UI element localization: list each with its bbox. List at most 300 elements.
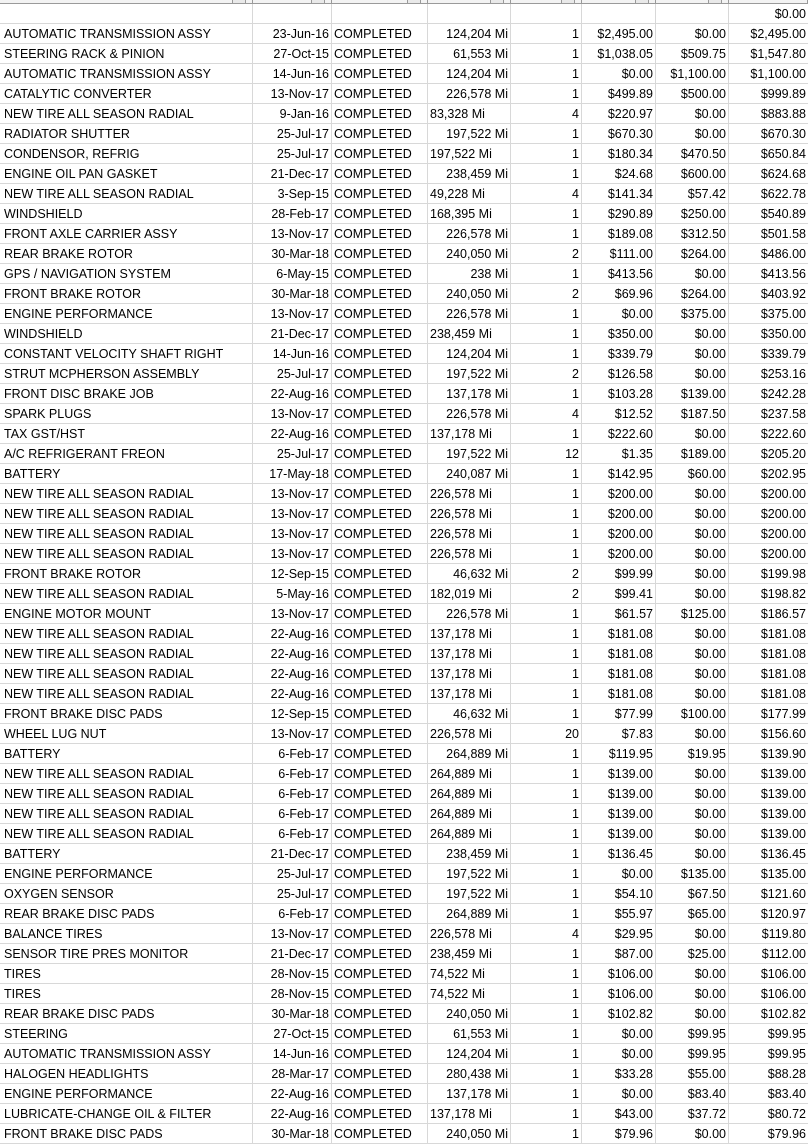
item-cell[interactable]: FRONT BRAKE ROTOR xyxy=(0,564,253,584)
status-cell[interactable]: COMPLETED xyxy=(332,224,428,244)
quantity-cell[interactable]: 1 xyxy=(511,164,582,184)
line-total-cell[interactable]: $135.00 xyxy=(729,864,808,884)
quantity-cell[interactable]: 1 xyxy=(511,484,582,504)
item-cell[interactable]: NEW TIRE ALL SEASON RADIAL xyxy=(0,764,253,784)
status-cell[interactable]: COMPLETED xyxy=(332,864,428,884)
parts-cost-cell[interactable]: $106.00 xyxy=(582,984,656,1004)
item-cell[interactable]: NEW TIRE ALL SEASON RADIAL xyxy=(0,104,253,124)
parts-cost-cell[interactable]: $55.97 xyxy=(582,904,656,924)
quantity-cell[interactable]: 1 xyxy=(511,344,582,364)
status-cell[interactable]: COMPLETED xyxy=(332,544,428,564)
line-total-cell[interactable]: $883.88 xyxy=(729,104,808,124)
item-cell[interactable]: CATALYTIC CONVERTER xyxy=(0,84,253,104)
date-cell[interactable]: 13-Nov-17 xyxy=(253,84,332,104)
date-cell[interactable]: 25-Jul-17 xyxy=(253,124,332,144)
cell[interactable] xyxy=(0,4,253,24)
quantity-cell[interactable]: 1 xyxy=(511,944,582,964)
quantity-cell[interactable]: 1 xyxy=(511,1124,582,1144)
mileage-cell[interactable]: 226,578 Mi xyxy=(428,524,511,544)
status-cell[interactable]: COMPLETED xyxy=(332,264,428,284)
item-cell[interactable]: FRONT BRAKE DISC PADS xyxy=(0,704,253,724)
parts-cost-cell[interactable]: $69.96 xyxy=(582,284,656,304)
labor-cost-cell[interactable]: $375.00 xyxy=(656,304,729,324)
parts-cost-cell[interactable]: $290.89 xyxy=(582,204,656,224)
date-cell[interactable]: 23-Jun-16 xyxy=(253,24,332,44)
date-cell[interactable]: 28-Mar-17 xyxy=(253,1064,332,1084)
labor-cost-cell[interactable]: $83.40 xyxy=(656,1084,729,1104)
status-cell[interactable]: COMPLETED xyxy=(332,964,428,984)
item-cell[interactable]: OXYGEN SENSOR xyxy=(0,884,253,904)
date-cell[interactable]: 21-Dec-17 xyxy=(253,844,332,864)
quantity-cell[interactable]: 4 xyxy=(511,404,582,424)
labor-cost-cell[interactable]: $99.95 xyxy=(656,1044,729,1064)
quantity-cell[interactable]: 1 xyxy=(511,664,582,684)
line-total-cell[interactable]: $253.16 xyxy=(729,364,808,384)
item-cell[interactable]: CONSTANT VELOCITY SHAFT RIGHT xyxy=(0,344,253,364)
mileage-cell[interactable]: 264,889 Mi xyxy=(428,764,511,784)
item-cell[interactable]: WINDSHIELD xyxy=(0,324,253,344)
status-cell[interactable]: COMPLETED xyxy=(332,1104,428,1124)
parts-cost-cell[interactable]: $180.34 xyxy=(582,144,656,164)
date-cell[interactable]: 27-Oct-15 xyxy=(253,44,332,64)
parts-cost-cell[interactable]: $102.82 xyxy=(582,1004,656,1024)
quantity-cell[interactable]: 1 xyxy=(511,64,582,84)
item-cell[interactable]: TIRES xyxy=(0,984,253,1004)
line-total-cell[interactable]: $999.89 xyxy=(729,84,808,104)
line-total-cell[interactable]: $99.95 xyxy=(729,1044,808,1064)
item-cell[interactable]: WHEEL LUG NUT xyxy=(0,724,253,744)
line-total-cell[interactable]: $1,547.80 xyxy=(729,44,808,64)
parts-cost-cell[interactable]: $222.60 xyxy=(582,424,656,444)
mileage-cell[interactable]: 137,178 Mi xyxy=(428,684,511,704)
parts-cost-cell[interactable]: $0.00 xyxy=(582,1084,656,1104)
quantity-cell[interactable]: 1 xyxy=(511,804,582,824)
parts-cost-cell[interactable]: $200.00 xyxy=(582,484,656,504)
line-total-cell[interactable]: $79.96 xyxy=(729,1124,808,1144)
date-cell[interactable]: 14-Jun-16 xyxy=(253,344,332,364)
status-cell[interactable]: COMPLETED xyxy=(332,84,428,104)
item-cell[interactable]: REAR BRAKE ROTOR xyxy=(0,244,253,264)
status-cell[interactable]: COMPLETED xyxy=(332,64,428,84)
labor-cost-cell[interactable]: $0.00 xyxy=(656,644,729,664)
date-cell[interactable]: 6-Feb-17 xyxy=(253,904,332,924)
date-cell[interactable]: 6-Feb-17 xyxy=(253,764,332,784)
item-cell[interactable]: HALOGEN HEADLIGHTS xyxy=(0,1064,253,1084)
quantity-cell[interactable]: 4 xyxy=(511,924,582,944)
line-total-cell[interactable]: $88.28 xyxy=(729,1064,808,1084)
status-cell[interactable]: COMPLETED xyxy=(332,744,428,764)
line-total-cell[interactable]: $200.00 xyxy=(729,484,808,504)
date-cell[interactable]: 17-May-18 xyxy=(253,464,332,484)
item-cell[interactable]: STEERING xyxy=(0,1024,253,1044)
mileage-cell[interactable]: 264,889 Mi xyxy=(428,824,511,844)
cell[interactable] xyxy=(253,4,332,24)
line-total-cell[interactable]: $1,100.00 xyxy=(729,64,808,84)
status-cell[interactable]: COMPLETED xyxy=(332,164,428,184)
parts-cost-cell[interactable]: $33.28 xyxy=(582,1064,656,1084)
mileage-cell[interactable]: 226,578 Mi xyxy=(428,504,511,524)
labor-cost-cell[interactable]: $189.00 xyxy=(656,444,729,464)
line-total-cell[interactable]: $237.58 xyxy=(729,404,808,424)
labor-cost-cell[interactable]: $0.00 xyxy=(656,364,729,384)
parts-cost-cell[interactable]: $0.00 xyxy=(582,304,656,324)
line-total-cell[interactable]: $102.82 xyxy=(729,1004,808,1024)
quantity-cell[interactable]: 1 xyxy=(511,764,582,784)
date-cell[interactable]: 21-Dec-17 xyxy=(253,324,332,344)
parts-cost-cell[interactable]: $413.56 xyxy=(582,264,656,284)
item-cell[interactable]: AUTOMATIC TRANSMISSION ASSY xyxy=(0,64,253,84)
line-total-cell[interactable]: $177.99 xyxy=(729,704,808,724)
quantity-cell[interactable]: 2 xyxy=(511,364,582,384)
line-total-cell[interactable]: $622.78 xyxy=(729,184,808,204)
date-cell[interactable]: 6-Feb-17 xyxy=(253,784,332,804)
quantity-cell[interactable]: 1 xyxy=(511,264,582,284)
parts-cost-cell[interactable]: $103.28 xyxy=(582,384,656,404)
status-cell[interactable]: COMPLETED xyxy=(332,824,428,844)
labor-cost-cell[interactable]: $135.00 xyxy=(656,864,729,884)
quantity-cell[interactable]: 1 xyxy=(511,324,582,344)
mileage-cell[interactable]: 238,459 Mi xyxy=(428,944,511,964)
labor-cost-cell[interactable]: $0.00 xyxy=(656,544,729,564)
date-cell[interactable]: 28-Nov-15 xyxy=(253,984,332,1004)
labor-cost-cell[interactable]: $139.00 xyxy=(656,384,729,404)
date-cell[interactable]: 25-Jul-17 xyxy=(253,884,332,904)
mileage-cell[interactable]: 197,522 Mi xyxy=(428,124,511,144)
date-cell[interactable]: 22-Aug-16 xyxy=(253,664,332,684)
parts-cost-cell[interactable]: $200.00 xyxy=(582,544,656,564)
labor-cost-cell[interactable]: $0.00 xyxy=(656,784,729,804)
line-total-cell[interactable]: $139.00 xyxy=(729,764,808,784)
item-cell[interactable]: AUTOMATIC TRANSMISSION ASSY xyxy=(0,1044,253,1064)
quantity-cell[interactable]: 1 xyxy=(511,824,582,844)
line-total-cell[interactable]: $156.60 xyxy=(729,724,808,744)
item-cell[interactable]: FRONT BRAKE ROTOR xyxy=(0,284,253,304)
labor-cost-cell[interactable]: $100.00 xyxy=(656,704,729,724)
mileage-cell[interactable]: 226,578 Mi xyxy=(428,304,511,324)
mileage-cell[interactable]: 61,553 Mi xyxy=(428,44,511,64)
parts-cost-cell[interactable]: $126.58 xyxy=(582,364,656,384)
date-cell[interactable]: 13-Nov-17 xyxy=(253,504,332,524)
cell[interactable] xyxy=(511,4,582,24)
line-total-cell[interactable]: $99.95 xyxy=(729,1024,808,1044)
line-total-cell[interactable]: $650.84 xyxy=(729,144,808,164)
date-cell[interactable]: 25-Jul-17 xyxy=(253,444,332,464)
date-cell[interactable]: 25-Jul-17 xyxy=(253,144,332,164)
item-cell[interactable]: NEW TIRE ALL SEASON RADIAL xyxy=(0,524,253,544)
status-cell[interactable]: COMPLETED xyxy=(332,464,428,484)
date-cell[interactable]: 13-Nov-17 xyxy=(253,544,332,564)
quantity-cell[interactable]: 1 xyxy=(511,144,582,164)
quantity-cell[interactable]: 1 xyxy=(511,204,582,224)
mileage-cell[interactable]: 226,578 Mi xyxy=(428,924,511,944)
cell[interactable] xyxy=(428,4,511,24)
mileage-cell[interactable]: 197,522 Mi xyxy=(428,864,511,884)
item-cell[interactable]: NEW TIRE ALL SEASON RADIAL xyxy=(0,184,253,204)
status-cell[interactable]: COMPLETED xyxy=(332,304,428,324)
parts-cost-cell[interactable]: $181.08 xyxy=(582,664,656,684)
status-cell[interactable]: COMPLETED xyxy=(332,204,428,224)
status-cell[interactable]: COMPLETED xyxy=(332,1064,428,1084)
line-total-cell[interactable]: $139.00 xyxy=(729,784,808,804)
quantity-cell[interactable]: 1 xyxy=(511,744,582,764)
date-cell[interactable]: 3-Sep-15 xyxy=(253,184,332,204)
parts-cost-cell[interactable]: $1.35 xyxy=(582,444,656,464)
item-cell[interactable]: NEW TIRE ALL SEASON RADIAL xyxy=(0,584,253,604)
date-cell[interactable]: 12-Sep-15 xyxy=(253,564,332,584)
item-cell[interactable]: ENGINE PERFORMANCE xyxy=(0,864,253,884)
date-cell[interactable]: 6-May-15 xyxy=(253,264,332,284)
labor-cost-cell[interactable]: $187.50 xyxy=(656,404,729,424)
item-cell[interactable]: SENSOR TIRE PRES MONITOR xyxy=(0,944,253,964)
date-cell[interactable]: 30-Mar-18 xyxy=(253,284,332,304)
mileage-cell[interactable]: 226,578 Mi xyxy=(428,604,511,624)
status-cell[interactable]: COMPLETED xyxy=(332,1044,428,1064)
line-total-cell[interactable]: $121.60 xyxy=(729,884,808,904)
parts-cost-cell[interactable]: $136.45 xyxy=(582,844,656,864)
labor-cost-cell[interactable]: $470.50 xyxy=(656,144,729,164)
status-cell[interactable]: COMPLETED xyxy=(332,844,428,864)
parts-cost-cell[interactable]: $181.08 xyxy=(582,644,656,664)
item-cell[interactable]: TAX GST/HST xyxy=(0,424,253,444)
parts-cost-cell[interactable]: $350.00 xyxy=(582,324,656,344)
quantity-cell[interactable]: 1 xyxy=(511,904,582,924)
labor-cost-cell[interactable]: $0.00 xyxy=(656,584,729,604)
parts-cost-cell[interactable]: $1,038.05 xyxy=(582,44,656,64)
mileage-cell[interactable]: 74,522 Mi xyxy=(428,984,511,1004)
item-cell[interactable]: FRONT BRAKE DISC PADS xyxy=(0,1124,253,1144)
date-cell[interactable]: 22-Aug-16 xyxy=(253,1104,332,1124)
labor-cost-cell[interactable]: $0.00 xyxy=(656,724,729,744)
line-total-cell[interactable]: $200.00 xyxy=(729,544,808,564)
status-cell[interactable]: COMPLETED xyxy=(332,604,428,624)
line-total-cell[interactable]: $413.56 xyxy=(729,264,808,284)
line-total-cell[interactable]: $2,495.00 xyxy=(729,24,808,44)
parts-cost-cell[interactable]: $119.95 xyxy=(582,744,656,764)
item-cell[interactable]: RADIATOR SHUTTER xyxy=(0,124,253,144)
mileage-cell[interactable]: 240,087 Mi xyxy=(428,464,511,484)
status-cell[interactable]: COMPLETED xyxy=(332,1084,428,1104)
status-cell[interactable]: COMPLETED xyxy=(332,904,428,924)
status-cell[interactable]: COMPLETED xyxy=(332,484,428,504)
quantity-cell[interactable]: 4 xyxy=(511,184,582,204)
date-cell[interactable]: 30-Mar-18 xyxy=(253,1124,332,1144)
date-cell[interactable]: 28-Nov-15 xyxy=(253,964,332,984)
mileage-cell[interactable]: 226,578 Mi xyxy=(428,404,511,424)
date-cell[interactable]: 22-Aug-16 xyxy=(253,644,332,664)
item-cell[interactable]: REAR BRAKE DISC PADS xyxy=(0,904,253,924)
date-cell[interactable]: 13-Nov-17 xyxy=(253,604,332,624)
line-total-cell[interactable]: $106.00 xyxy=(729,984,808,1004)
parts-cost-cell[interactable]: $139.00 xyxy=(582,764,656,784)
item-cell[interactable]: NEW TIRE ALL SEASON RADIAL xyxy=(0,804,253,824)
status-cell[interactable]: COMPLETED xyxy=(332,444,428,464)
date-cell[interactable]: 12-Sep-15 xyxy=(253,704,332,724)
date-cell[interactable]: 22-Aug-16 xyxy=(253,684,332,704)
cell[interactable] xyxy=(582,4,656,24)
item-cell[interactable]: NEW TIRE ALL SEASON RADIAL xyxy=(0,664,253,684)
mileage-cell[interactable]: 226,578 Mi xyxy=(428,224,511,244)
status-cell[interactable]: COMPLETED xyxy=(332,524,428,544)
date-cell[interactable]: 25-Jul-17 xyxy=(253,864,332,884)
item-cell[interactable]: A/C REFRIGERANT FREON xyxy=(0,444,253,464)
labor-cost-cell[interactable]: $0.00 xyxy=(656,924,729,944)
mileage-cell[interactable]: 197,522 Mi xyxy=(428,444,511,464)
parts-cost-cell[interactable]: $0.00 xyxy=(582,864,656,884)
status-cell[interactable]: COMPLETED xyxy=(332,704,428,724)
status-cell[interactable]: COMPLETED xyxy=(332,684,428,704)
labor-cost-cell[interactable]: $0.00 xyxy=(656,684,729,704)
parts-cost-cell[interactable]: $139.00 xyxy=(582,784,656,804)
parts-cost-cell[interactable]: $106.00 xyxy=(582,964,656,984)
parts-cost-cell[interactable]: $139.00 xyxy=(582,824,656,844)
mileage-cell[interactable]: 238 Mi xyxy=(428,264,511,284)
parts-cost-cell[interactable]: $77.99 xyxy=(582,704,656,724)
item-cell[interactable]: NEW TIRE ALL SEASON RADIAL xyxy=(0,824,253,844)
line-total-cell[interactable]: $624.68 xyxy=(729,164,808,184)
line-total-cell[interactable]: $375.00 xyxy=(729,304,808,324)
item-cell[interactable]: NEW TIRE ALL SEASON RADIAL xyxy=(0,484,253,504)
status-cell[interactable]: COMPLETED xyxy=(332,764,428,784)
mileage-cell[interactable]: 226,578 Mi xyxy=(428,84,511,104)
quantity-cell[interactable]: 2 xyxy=(511,284,582,304)
quantity-cell[interactable]: 1 xyxy=(511,1044,582,1064)
parts-cost-cell[interactable]: $141.34 xyxy=(582,184,656,204)
labor-cost-cell[interactable]: $312.50 xyxy=(656,224,729,244)
quantity-cell[interactable]: 1 xyxy=(511,644,582,664)
quantity-cell[interactable]: 1 xyxy=(511,544,582,564)
quantity-cell[interactable]: 4 xyxy=(511,104,582,124)
line-total-cell[interactable]: $198.82 xyxy=(729,584,808,604)
status-cell[interactable]: COMPLETED xyxy=(332,1024,428,1044)
item-cell[interactable]: FRONT AXLE CARRIER ASSY xyxy=(0,224,253,244)
labor-cost-cell[interactable]: $0.00 xyxy=(656,524,729,544)
parts-cost-cell[interactable]: $670.30 xyxy=(582,124,656,144)
quantity-cell[interactable]: 2 xyxy=(511,584,582,604)
line-total-cell[interactable]: $120.97 xyxy=(729,904,808,924)
status-cell[interactable]: COMPLETED xyxy=(332,924,428,944)
quantity-cell[interactable]: 1 xyxy=(511,1064,582,1084)
item-cell[interactable]: ENGINE MOTOR MOUNT xyxy=(0,604,253,624)
line-total-cell[interactable]: $486.00 xyxy=(729,244,808,264)
labor-cost-cell[interactable]: $0.00 xyxy=(656,484,729,504)
mileage-cell[interactable]: 197,522 Mi xyxy=(428,144,511,164)
parts-cost-cell[interactable]: $2,495.00 xyxy=(582,24,656,44)
item-cell[interactable]: WINDSHIELD xyxy=(0,204,253,224)
parts-cost-cell[interactable]: $200.00 xyxy=(582,524,656,544)
quantity-cell[interactable]: 1 xyxy=(511,524,582,544)
status-cell[interactable]: COMPLETED xyxy=(332,324,428,344)
parts-cost-cell[interactable]: $142.95 xyxy=(582,464,656,484)
item-cell[interactable]: AUTOMATIC TRANSMISSION ASSY xyxy=(0,24,253,44)
mileage-cell[interactable]: 264,889 Mi xyxy=(428,904,511,924)
grand-total-cell[interactable]: $0.00 xyxy=(729,4,808,24)
mileage-cell[interactable]: 238,459 Mi xyxy=(428,164,511,184)
parts-cost-cell[interactable]: $181.08 xyxy=(582,624,656,644)
parts-cost-cell[interactable]: $12.52 xyxy=(582,404,656,424)
mileage-cell[interactable]: 74,522 Mi xyxy=(428,964,511,984)
date-cell[interactable]: 25-Jul-17 xyxy=(253,364,332,384)
mileage-cell[interactable]: 240,050 Mi xyxy=(428,1124,511,1144)
status-cell[interactable]: COMPLETED xyxy=(332,884,428,904)
status-cell[interactable]: COMPLETED xyxy=(332,24,428,44)
line-total-cell[interactable]: $136.45 xyxy=(729,844,808,864)
date-cell[interactable]: 22-Aug-16 xyxy=(253,384,332,404)
date-cell[interactable]: 21-Dec-17 xyxy=(253,944,332,964)
item-cell[interactable]: TIRES xyxy=(0,964,253,984)
labor-cost-cell[interactable]: $0.00 xyxy=(656,764,729,784)
date-cell[interactable]: 28-Feb-17 xyxy=(253,204,332,224)
labor-cost-cell[interactable]: $0.00 xyxy=(656,844,729,864)
mileage-cell[interactable]: 238,459 Mi xyxy=(428,844,511,864)
status-cell[interactable]: COMPLETED xyxy=(332,724,428,744)
mileage-cell[interactable]: 226,578 Mi xyxy=(428,544,511,564)
labor-cost-cell[interactable]: $0.00 xyxy=(656,124,729,144)
date-cell[interactable]: 13-Nov-17 xyxy=(253,924,332,944)
item-cell[interactable]: SPARK PLUGS xyxy=(0,404,253,424)
parts-cost-cell[interactable]: $99.41 xyxy=(582,584,656,604)
status-cell[interactable]: COMPLETED xyxy=(332,944,428,964)
quantity-cell[interactable]: 1 xyxy=(511,84,582,104)
line-total-cell[interactable]: $202.95 xyxy=(729,464,808,484)
item-cell[interactable]: BATTERY xyxy=(0,464,253,484)
item-cell[interactable]: CONDENSOR, REFRIG xyxy=(0,144,253,164)
mileage-cell[interactable]: 83,328 Mi xyxy=(428,104,511,124)
item-cell[interactable]: FRONT DISC BRAKE JOB xyxy=(0,384,253,404)
labor-cost-cell[interactable]: $500.00 xyxy=(656,84,729,104)
date-cell[interactable]: 13-Nov-17 xyxy=(253,724,332,744)
line-total-cell[interactable]: $540.89 xyxy=(729,204,808,224)
labor-cost-cell[interactable]: $99.95 xyxy=(656,1024,729,1044)
quantity-cell[interactable]: 1 xyxy=(511,884,582,904)
mileage-cell[interactable]: 197,522 Mi xyxy=(428,364,511,384)
mileage-cell[interactable]: 137,178 Mi xyxy=(428,1104,511,1124)
labor-cost-cell[interactable]: $264.00 xyxy=(656,244,729,264)
parts-cost-cell[interactable]: $7.83 xyxy=(582,724,656,744)
item-cell[interactable]: NEW TIRE ALL SEASON RADIAL xyxy=(0,684,253,704)
item-cell[interactable]: NEW TIRE ALL SEASON RADIAL xyxy=(0,624,253,644)
mileage-cell[interactable]: 137,178 Mi xyxy=(428,624,511,644)
line-total-cell[interactable]: $181.08 xyxy=(729,664,808,684)
line-total-cell[interactable]: $186.57 xyxy=(729,604,808,624)
quantity-cell[interactable]: 1 xyxy=(511,304,582,324)
quantity-cell[interactable]: 1 xyxy=(511,384,582,404)
line-total-cell[interactable]: $181.08 xyxy=(729,644,808,664)
labor-cost-cell[interactable]: $19.95 xyxy=(656,744,729,764)
parts-cost-cell[interactable]: $200.00 xyxy=(582,504,656,524)
mileage-cell[interactable]: 137,178 Mi xyxy=(428,424,511,444)
labor-cost-cell[interactable]: $0.00 xyxy=(656,984,729,1004)
item-cell[interactable]: BATTERY xyxy=(0,744,253,764)
line-total-cell[interactable]: $139.00 xyxy=(729,824,808,844)
labor-cost-cell[interactable]: $0.00 xyxy=(656,824,729,844)
quantity-cell[interactable]: 1 xyxy=(511,1104,582,1124)
date-cell[interactable]: 30-Mar-18 xyxy=(253,244,332,264)
item-cell[interactable]: ENGINE PERFORMANCE xyxy=(0,1084,253,1104)
status-cell[interactable]: COMPLETED xyxy=(332,984,428,1004)
labor-cost-cell[interactable]: $600.00 xyxy=(656,164,729,184)
line-total-cell[interactable]: $139.90 xyxy=(729,744,808,764)
mileage-cell[interactable]: 124,204 Mi xyxy=(428,64,511,84)
item-cell[interactable]: STEERING RACK & PINION xyxy=(0,44,253,64)
line-total-cell[interactable]: $222.60 xyxy=(729,424,808,444)
status-cell[interactable]: COMPLETED xyxy=(332,244,428,264)
parts-cost-cell[interactable]: $339.79 xyxy=(582,344,656,364)
mileage-cell[interactable]: 137,178 Mi xyxy=(428,1084,511,1104)
line-total-cell[interactable]: $112.00 xyxy=(729,944,808,964)
quantity-cell[interactable]: 1 xyxy=(511,424,582,444)
date-cell[interactable]: 27-Oct-15 xyxy=(253,1024,332,1044)
item-cell[interactable]: NEW TIRE ALL SEASON RADIAL xyxy=(0,644,253,664)
